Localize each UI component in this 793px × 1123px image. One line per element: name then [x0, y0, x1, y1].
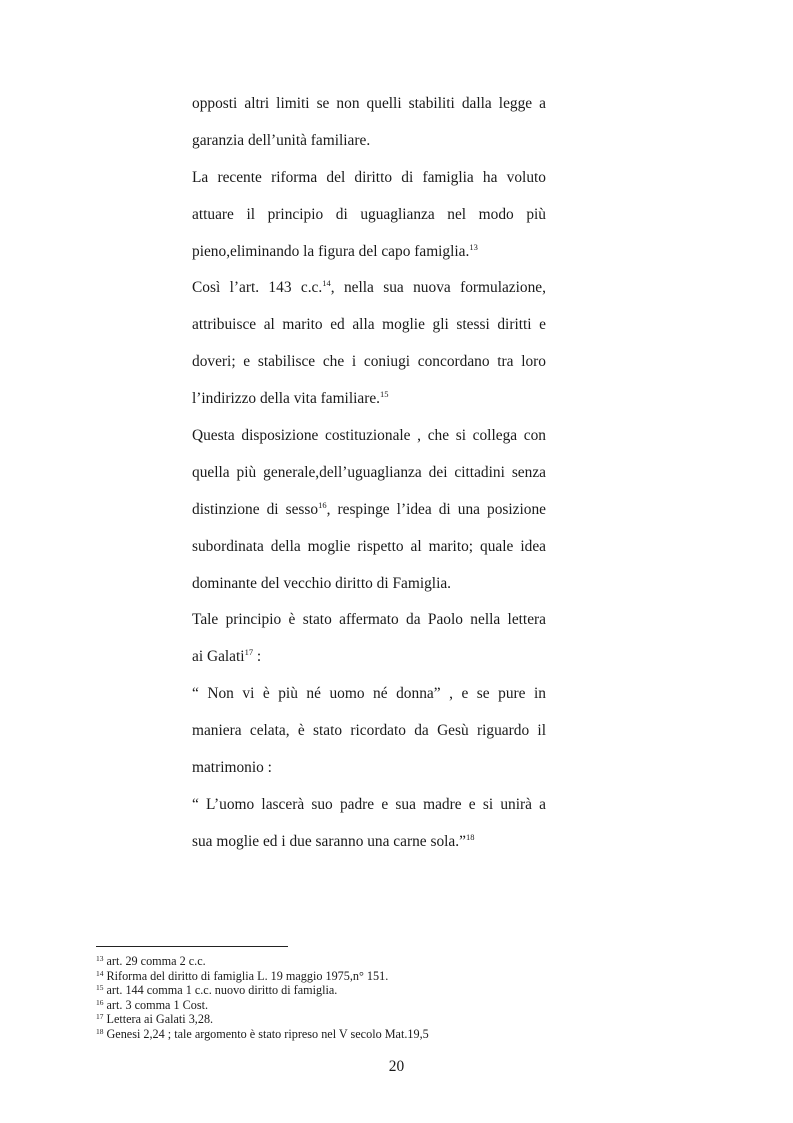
footnote	[96, 1012, 656, 1027]
body-line-text: opposti altri limiti se non quelli stabiliti dalla legge a	[192, 95, 546, 112]
body-line-text: ai Galati	[192, 648, 245, 666]
footnote-text: art. 3 comma 1 Cost.	[106, 997, 209, 1012]
body-line-text: attribuisce al marito ed alla moglie gli stessi diritti e	[192, 316, 546, 334]
body-line-text: Tale principio è stato affermato da Paolo nella lettera	[192, 611, 546, 629]
body-line-text: l’indirizzo della vita familiare.	[192, 390, 381, 408]
footnote-number: 13	[96, 954, 104, 963]
body-line-text: maniera celata, è stato ricordato da Gesù riguardo il	[192, 722, 546, 740]
body-text	[192, 86, 546, 861]
body-line-text: sua moglie ed i due saranno una carne sola.”	[192, 832, 466, 850]
body-line	[192, 86, 546, 123]
body-line-text: matrimonio :	[192, 759, 272, 777]
footnote-number: 16	[96, 997, 104, 1007]
body-line	[192, 602, 546, 639]
footnote	[96, 1027, 656, 1042]
footnote-text: Riforma del diritto di famiglia L. 19 maggio 1975,n° 151.	[106, 968, 389, 983]
footnote-ref: 13	[469, 241, 478, 252]
footnote	[96, 969, 656, 984]
body-line-text: “ Non vi è più né uomo né donna” , e se pure in	[192, 685, 546, 703]
footnote-text: art. 29 comma 2 c.c.	[106, 954, 206, 968]
footnote-text: Lettera ai Galati 3,28.	[106, 1012, 214, 1027]
footnote-separator	[96, 946, 288, 947]
footnote-ref: 17	[244, 647, 254, 658]
footnote-number: 14	[96, 968, 104, 978]
body-line-text: quella più generale,dell’uguaglianza dei cittadini senza	[192, 463, 546, 481]
footnote	[96, 983, 656, 998]
body-line	[192, 123, 546, 160]
footnotes	[96, 954, 656, 1042]
body-line	[192, 529, 546, 566]
body-line-text: La recente riforma del diritto di famiglia ha voluto	[192, 168, 546, 186]
body-line	[192, 160, 546, 197]
footnote-ref: 14	[322, 278, 331, 289]
body-line	[192, 455, 546, 492]
body-line-text: garanzia dell’unità familiare.	[192, 131, 371, 149]
body-line	[192, 418, 546, 455]
body-line	[192, 824, 546, 861]
body-line-text: attuare il principio di uguaglianza nel modo più	[192, 205, 546, 223]
footnote-number: 18	[96, 1026, 104, 1036]
body-line	[192, 639, 546, 676]
body-line-text: distinzione di sesso	[192, 500, 319, 518]
page-number: 20	[388, 1058, 405, 1075]
body-line-text: “ L’uomo lascerà suo padre e sua madre e si unirà a	[192, 795, 546, 813]
footnote-text: Genesi 2,24 ; tale argomento è stato ripreso nel V secolo Mat.19,5	[106, 1026, 429, 1041]
body-line	[192, 197, 546, 234]
body-line-text: Così l’art. 143 c.c.	[192, 279, 323, 297]
footnote-number: 17	[96, 1012, 104, 1022]
body-line	[192, 713, 546, 750]
body-line	[192, 676, 546, 713]
body-line	[192, 381, 546, 418]
body-line-text: Questa disposizione costituzionale , che si collega con	[192, 427, 546, 445]
body-line-text-after: :	[253, 648, 262, 666]
footnote-ref: 16	[318, 499, 327, 510]
footnote-ref: 15	[380, 389, 389, 400]
footnote	[96, 954, 656, 969]
body-line-text: dominante del vecchio diritto di Famiglia.	[192, 574, 452, 592]
body-line-text: subordinata della moglie rispetto al marito; quale idea	[192, 537, 546, 555]
footnote-number: 15	[96, 983, 104, 993]
body-line-text: pieno,eliminando la figura del capo famiglia.	[192, 242, 470, 260]
footnote	[96, 998, 656, 1013]
body-line	[192, 234, 546, 271]
body-line-text-after: , respinge l’idea di una posizione	[326, 500, 547, 518]
footnote-ref: 18	[465, 831, 475, 842]
body-line	[192, 270, 546, 307]
body-line	[192, 307, 546, 344]
body-line	[192, 787, 546, 824]
body-line	[192, 750, 546, 787]
body-line	[192, 566, 546, 603]
body-line	[192, 344, 546, 381]
body-line	[192, 492, 546, 529]
footnote-text: art. 144 comma 1 c.c. nuovo diritto di famiglia.	[106, 983, 338, 998]
body-line-text: doveri; e stabilisce che i coniugi concordano tra loro	[192, 353, 546, 371]
body-line-text-after: , nella sua nuova formulazione,	[330, 279, 546, 297]
